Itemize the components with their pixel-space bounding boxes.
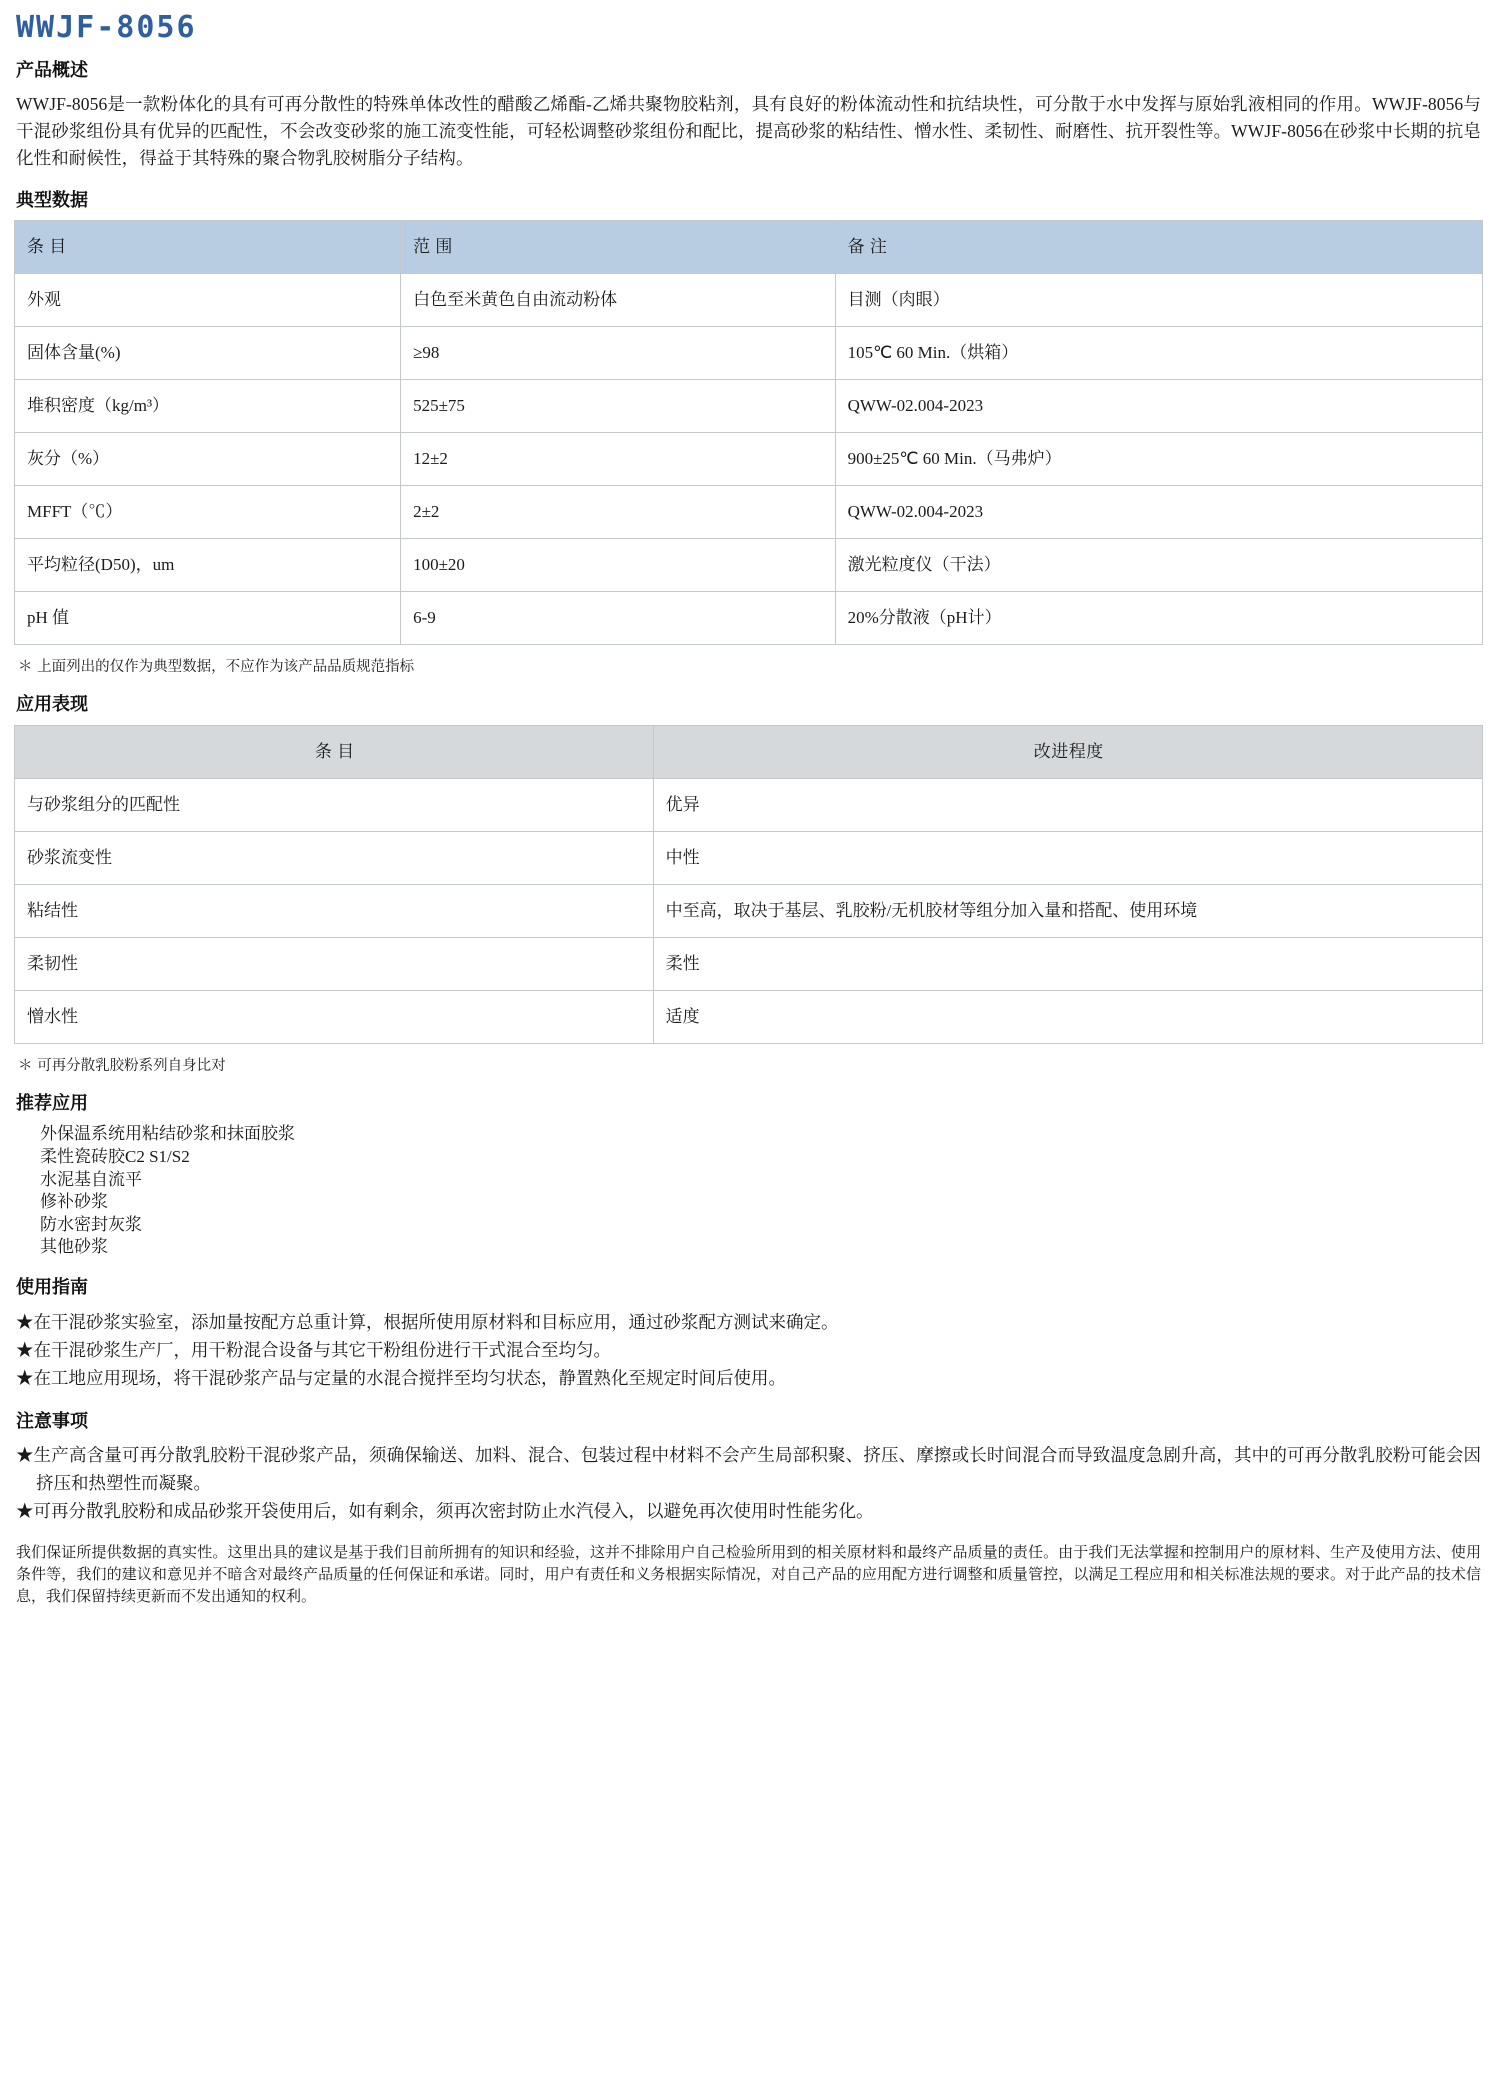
cell-remark: 105℃ 60 Min.（烘箱） (835, 327, 1482, 380)
usage-guide-item: ★在工地应用现场，将干混砂浆产品与定量的水混合搅拌至均匀状态，静置熟化至规定时间后使用。 (16, 1368, 786, 1389)
column-header-remark: 备 注 (835, 221, 1482, 274)
list-item: 其他砂浆 (40, 1237, 108, 1257)
cell-remark: QWW-02.004-2023 (835, 486, 1482, 539)
table-row (15, 778, 1483, 831)
table-row (15, 327, 1483, 380)
table-row (15, 937, 1483, 990)
cell-item: 堆积密度（kg/m³） (15, 380, 401, 433)
cell-item: 固体含量(%) (15, 327, 401, 380)
cell-item: 粘结性 (15, 884, 654, 937)
table-row (15, 486, 1483, 539)
cell-improvement: 优异 (653, 778, 1482, 831)
section-heading-recommended: 推荐应用 (16, 1092, 88, 1114)
list-item: 修补砂浆 (40, 1192, 108, 1212)
cell-improvement: 中至高，取决于基层、乳胶粉/无机胶材等组分加入量和搭配、使用环境 (653, 884, 1482, 937)
table-row (15, 274, 1483, 327)
section-heading-application: 应用表现 (16, 694, 88, 716)
cell-range: 6-9 (401, 592, 836, 645)
cell-item: MFFT（℃） (15, 486, 401, 539)
cell-item: 憎水性 (15, 990, 654, 1043)
cell-range: 12±2 (401, 433, 836, 486)
caution-item-text: ★可再分散乳胶粉和成品砂浆开袋使用后，如有剩余，须再次密封防止水汽侵入，以避免再次使用时性能劣化。 (16, 1501, 874, 1522)
cell-item: 柔韧性 (15, 937, 654, 990)
overview-paragraph: WWJF-8056是一款粉体化的具有可再分散性的特殊单体改性的醋酸乙烯酯-乙烯共聚物胶粘剂，具有良好的粉体流动性和抗结块性，可分散于水中发挥与原始乳液相同的作用。WWJF-8056与干混砂浆组份具有优异的匹配性，不会改变砂浆的施工流变性能，可轻松调整砂浆组份和配比，提高砂浆的粘结性、憎水性、柔韧性、耐磨性、抗开裂性等。WWJF-8056在砂浆中长期的抗皂化性和耐候性，得益于其特殊的聚合物乳胶树脂分子结构。 (16, 93, 1481, 168)
section-heading-caution: 注意事项 (16, 1410, 88, 1432)
column-header-item: 条 目 (15, 221, 401, 274)
list-item: 防水密封灰浆 (40, 1214, 142, 1234)
typical-data-note: ＊ 上面列出的仅作为典型数据，不应作为该产品品质规范指标 (18, 659, 415, 676)
cell-item: pH 值 (15, 592, 401, 645)
recommended-applications-list (40, 1123, 1483, 1259)
application-performance-note: ＊ 可再分散乳胶粉系列自身比对 (18, 1057, 226, 1074)
table-row (15, 831, 1483, 884)
disclaimer-text: 我们保证所提供数据的真实性。这里出具的建议是基于我们目前所拥有的知识和经验，这并不排除用户自己检验所用到的相关原材料和最终产品质量的责任。由于我们无法掌握和控制用户的原材料、生产及使用方法、使用条件等，我们的建议和意见并不暗含对最终产品质量的任何保证和承诺。同时，用户有责任和义务根据实际情况，对自己产品的应用配方进行调整和质量管控，以满足工程应用和相关标准法规的要求。对于此产品的技术信息，我们保留持续更新而不发出通知的权利。 (16, 1545, 1481, 1605)
list-item: 柔性瓷砖胶C2 S1/S2 (40, 1146, 190, 1166)
table-row (15, 990, 1483, 1043)
page-title: WWJF-8056 (16, 10, 197, 45)
list-item: 外保温系统用粘结砂浆和抹面胶浆 (40, 1124, 295, 1144)
table-header-row (15, 221, 1483, 274)
column-header-item: 条 目 (15, 725, 654, 778)
cell-improvement: 适度 (653, 990, 1482, 1043)
cell-item: 灰分（%） (15, 433, 401, 486)
usage-guide-item: ★在干混砂浆生产厂，用干粉混合设备与其它干粉组份进行干式混合至均匀。 (16, 1339, 611, 1360)
cell-item: 外观 (15, 274, 401, 327)
cell-remark: 激光粒度仪（干法） (835, 539, 1482, 592)
table-row (15, 380, 1483, 433)
section-heading-typical-data: 典型数据 (16, 189, 88, 211)
list-item: 水泥基自流平 (40, 1169, 142, 1189)
section-heading-overview: 产品概述 (16, 60, 88, 81)
table-row (15, 433, 1483, 486)
table-header-row (15, 725, 1483, 778)
caution-item (16, 1497, 1481, 1525)
cell-improvement: 中性 (653, 831, 1482, 884)
application-performance-table (14, 725, 1483, 1044)
table-row (15, 592, 1483, 645)
cell-range: 525±75 (401, 380, 836, 433)
table-row (15, 539, 1483, 592)
column-header-range: 范 围 (401, 221, 836, 274)
cell-range: 2±2 (401, 486, 836, 539)
caution-item (16, 1441, 1481, 1497)
cell-range: 白色至米黄色自由流动粉体 (401, 274, 836, 327)
cell-remark: 目测（肉眼） (835, 274, 1482, 327)
caution-item-text: ★生产高含量可再分散乳胶粉干混砂浆产品，须确保输送、加料、混合、包装过程中材料不会产生局部积聚、挤压、摩擦或长时间混合而导致温度急剧升高，其中的可再分散乳胶粉可能会因挤压和热塑性而凝聚。 (16, 1445, 1481, 1494)
cell-improvement: 柔性 (653, 937, 1482, 990)
cell-range: 100±20 (401, 539, 836, 592)
typical-data-table (14, 220, 1483, 645)
column-header-improvement: 改进程度 (653, 725, 1482, 778)
cell-item: 平均粒径(D50)，um (15, 539, 401, 592)
cell-item: 与砂浆组分的匹配性 (15, 778, 654, 831)
table-row (15, 884, 1483, 937)
section-heading-usage-guide: 使用指南 (16, 1277, 88, 1299)
usage-guide-item: ★在干混砂浆实验室，添加量按配方总重计算，根据所使用原材料和目标应用，通过砂浆配方测试来确定。 (16, 1311, 839, 1332)
cell-remark: 20%分散液（pH计） (835, 592, 1482, 645)
cell-item: 砂浆流变性 (15, 831, 654, 884)
cell-remark: 900±25℃ 60 Min.（马弗炉） (835, 433, 1482, 486)
cell-remark: QWW-02.004-2023 (835, 380, 1482, 433)
cell-range: ≥98 (401, 327, 836, 380)
